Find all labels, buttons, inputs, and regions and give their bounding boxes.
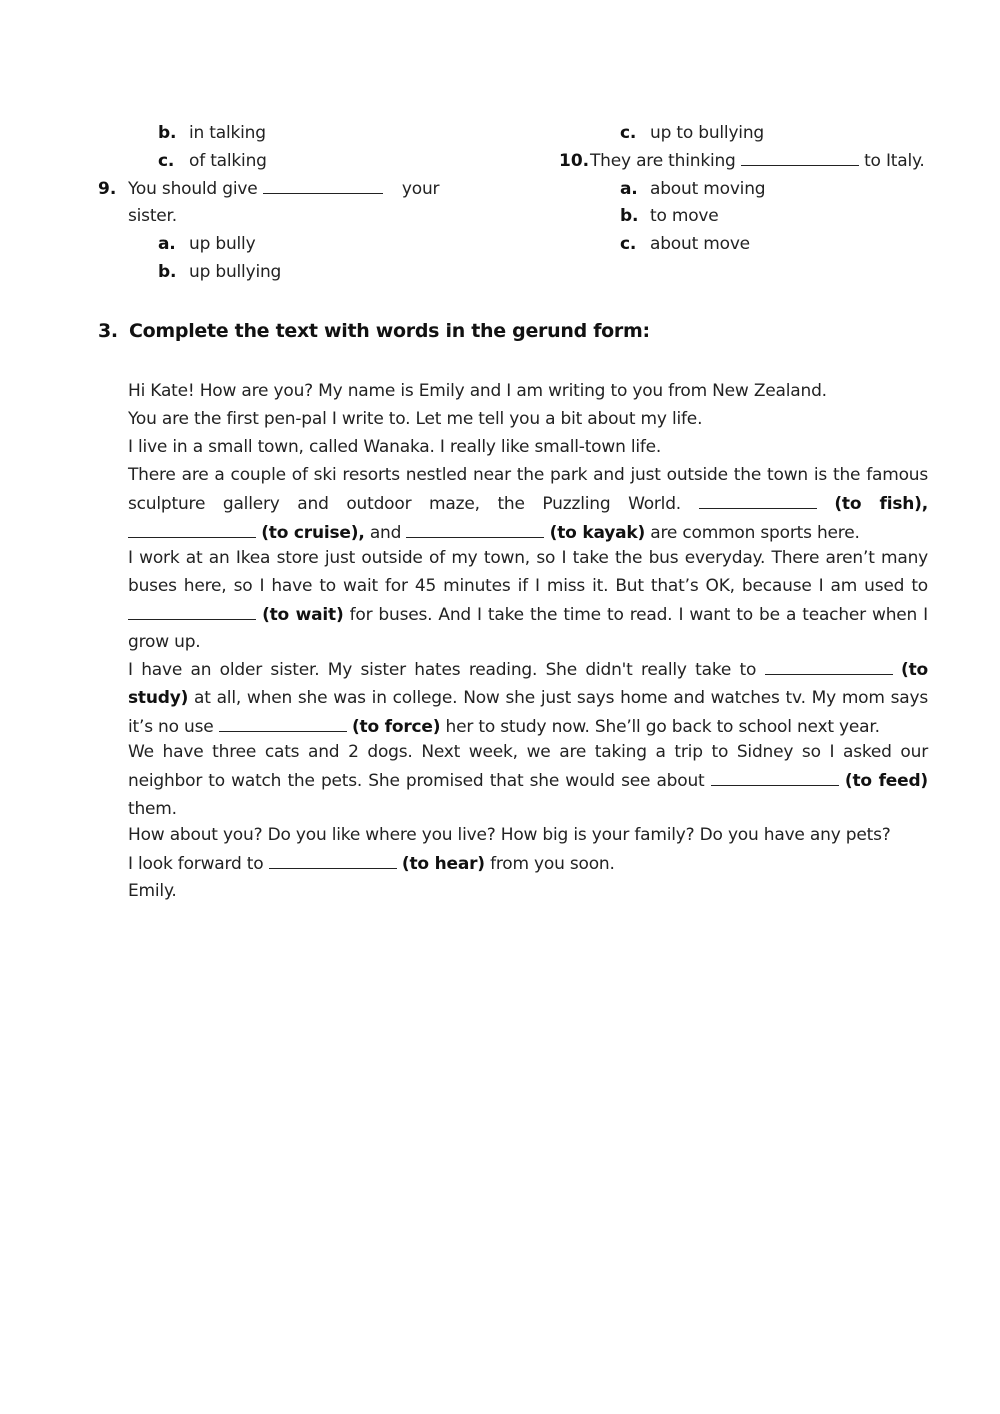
q9-stem-after: your [401,179,440,199]
option-label: a. [158,234,176,254]
letter-line-2: You are the first pen-pal I write to. Let me tell you a bit about my life. [128,409,703,429]
answer-blank-fish[interactable] [699,490,817,509]
letter-paragraph-activities [128,462,928,547]
q8-option-b [158,119,266,147]
hint-to-kayak: (to kayak) [549,522,646,543]
paragraph-text: I have an older sister. My sister hates reading. She didn't really take to [128,660,757,680]
q9-option-c [620,119,764,147]
hint-to-fish: (to fish), [834,493,928,514]
option-text: of talking [189,151,267,171]
answer-blank-feed[interactable] [711,767,839,786]
section-3-heading [98,316,650,346]
q9-stem-line2: sister. [128,206,177,226]
option-text: up bully [189,234,256,254]
q10-stem-after: to Italy. [864,151,925,171]
option-label: b. [158,123,177,143]
option-text: up to bullying [650,123,765,143]
letter-line-1: Hi Kate! How are you? My name is Emily and I am writing to you from New Zealand. [128,381,827,401]
paragraph-text: for buses. And I take the time to read. I want to be a teacher when I grow up. [128,604,928,653]
q10-answer-blank[interactable] [741,147,859,166]
paragraph-text: I work at an Ikea store just outside of my town, so I take the bus everyday. There aren’t many buses here, so I have to wait for 45 minutes if I miss it. But that’s OK, because I am used to [128,548,928,596]
q8-option-c [158,147,267,175]
option-label: c. [620,123,637,143]
paragraph-text: are common sports here. [650,522,860,543]
option-text: about move [650,234,750,254]
letter-paragraph-sister [128,656,928,741]
paragraph-text: and [369,522,402,543]
section-number: 3. [98,320,118,342]
paragraph-text: from you soon. [490,854,615,874]
letter-line-questions: How about you? Do you like where you live? How big is your family? Do you have any pets? [128,825,891,845]
letter-paragraph-work [128,545,928,657]
hint-to-cruise: (to cruise), [261,522,365,543]
letter-signature: Emily. [128,881,177,901]
answer-blank-kayak[interactable] [406,519,544,538]
option-text: up bullying [189,262,282,282]
hint-to-feed: (to feed) [844,770,928,791]
section-title: Complete the text with words in the gerund form: [129,320,650,342]
option-text: about moving [650,179,766,199]
paragraph-text: There are a couple of ski resorts nestled near the park and just outside the town is the famous sculpture gallery and outdoor maze, the Puzzling World. [128,465,928,514]
option-label: b. [158,262,177,282]
option-text: in talking [189,123,266,143]
q9-number: 9. [98,179,117,199]
q9-stem [128,175,439,203]
paragraph-text: them. [128,798,177,819]
q9-answer-blank[interactable] [263,175,383,194]
q10-option-a [620,175,765,203]
answer-blank-wait[interactable] [128,601,256,620]
q10-option-b [620,202,719,230]
q10-stem-before: They are thinking [590,151,736,171]
option-label: a. [620,179,638,199]
paragraph-text: I look forward to [128,854,264,874]
q10-number: 10. [559,151,590,171]
hint-to-study: (to study) [128,660,928,708]
q9-option-b [158,258,281,286]
option-text: to move [650,206,719,226]
q9-stem-before: You should give [128,179,258,199]
option-label: c. [620,234,637,254]
answer-blank-force[interactable] [219,713,347,732]
paragraph-text: her to study now. She’ll go back to school next year. [445,716,880,737]
paragraph-text: We have three cats and 2 dogs. Next week, we are taking a trip to Sidney so I asked our neighbor to watch the pets. She promised that she would see about [128,742,928,791]
letter-paragraph-pets [128,739,928,823]
answer-blank-hear[interactable] [269,850,397,869]
letter-line-closing [128,850,928,879]
hint-to-force: (to force) [351,716,441,737]
paragraph-text: at all, when she was in college. Now she just says home and watches tv. My mom says it’s no use [128,687,928,737]
option-label: c. [158,151,175,171]
q9-option-a [158,230,255,258]
q10-stem [590,147,925,175]
hint-to-hear: (to hear) [401,854,485,874]
answer-blank-cruise[interactable] [128,519,256,538]
letter-line-3: I live in a small town, called Wanaka. I really like small-town life. [128,437,662,457]
q10-option-c [620,230,750,258]
answer-blank-study[interactable] [765,656,893,675]
hint-to-wait: (to wait) [262,604,344,625]
option-label: b. [620,206,639,226]
